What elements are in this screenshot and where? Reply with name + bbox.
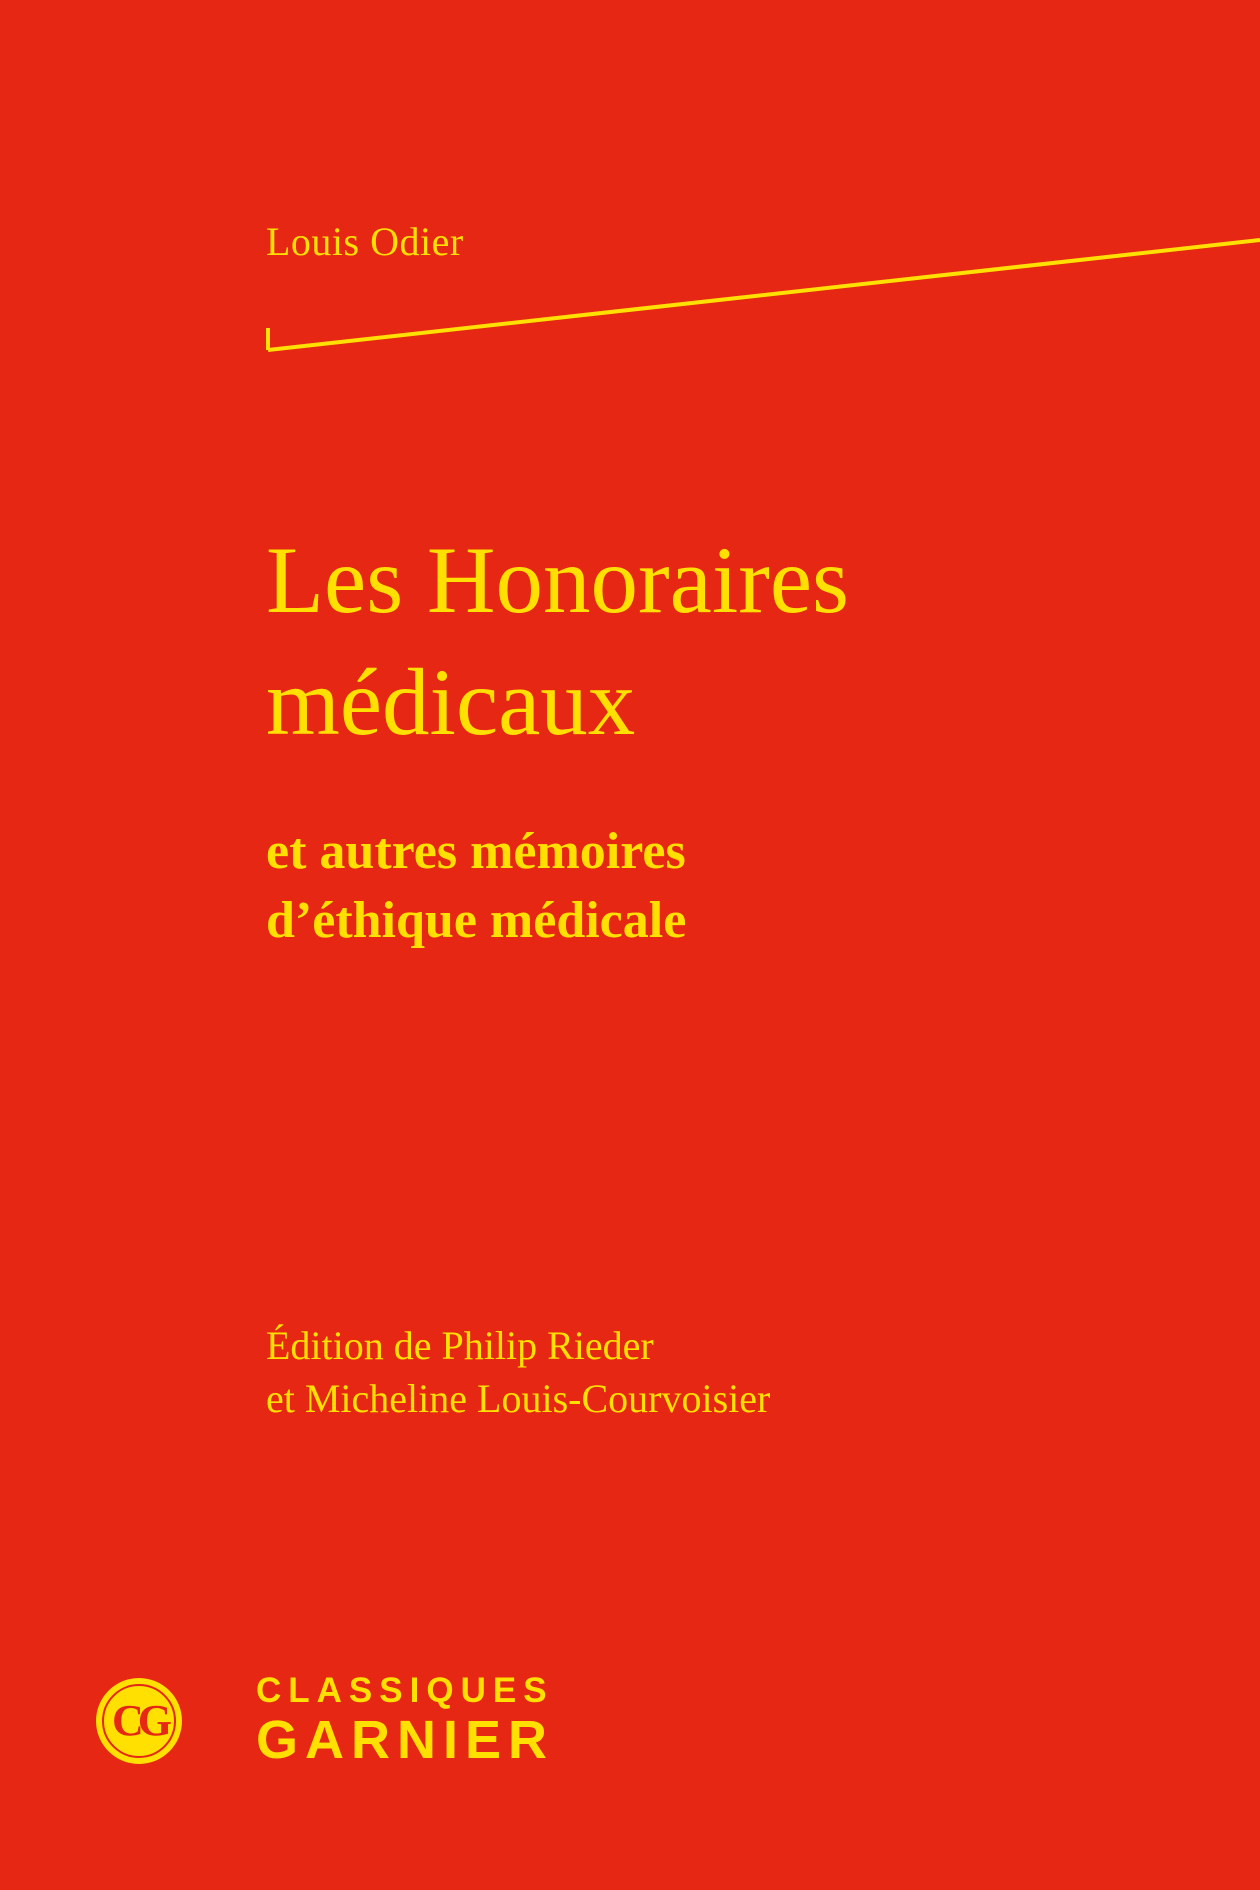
subtitle-line-2: d’éthique médicale [266,891,687,949]
publisher-name-line-1: CLASSIQUES [256,1671,554,1711]
page-title [266,520,1086,763]
editors-line-2: et Micheline Louis-Courvoisier [266,1375,771,1421]
page-subtitle [266,818,1046,955]
author-name: Louis Odier [266,219,464,264]
editors-credit [266,1320,1046,1426]
logo-monogram: CG [112,1695,166,1745]
title-line-2: médicaux [266,648,636,755]
classiques-garnier-logo-icon [96,1678,182,1764]
publisher-name-line-2: GARNIER [256,1709,555,1770]
title-line-1: Les Honoraires [266,527,849,633]
editors-line-1: Édition de Philip Rieder [266,1323,654,1368]
subtitle-line-1: et autres mémoires [266,823,686,880]
publisher-block [96,1671,554,1770]
publisher-name [256,1671,554,1770]
diagonal-rule [0,230,1260,430]
